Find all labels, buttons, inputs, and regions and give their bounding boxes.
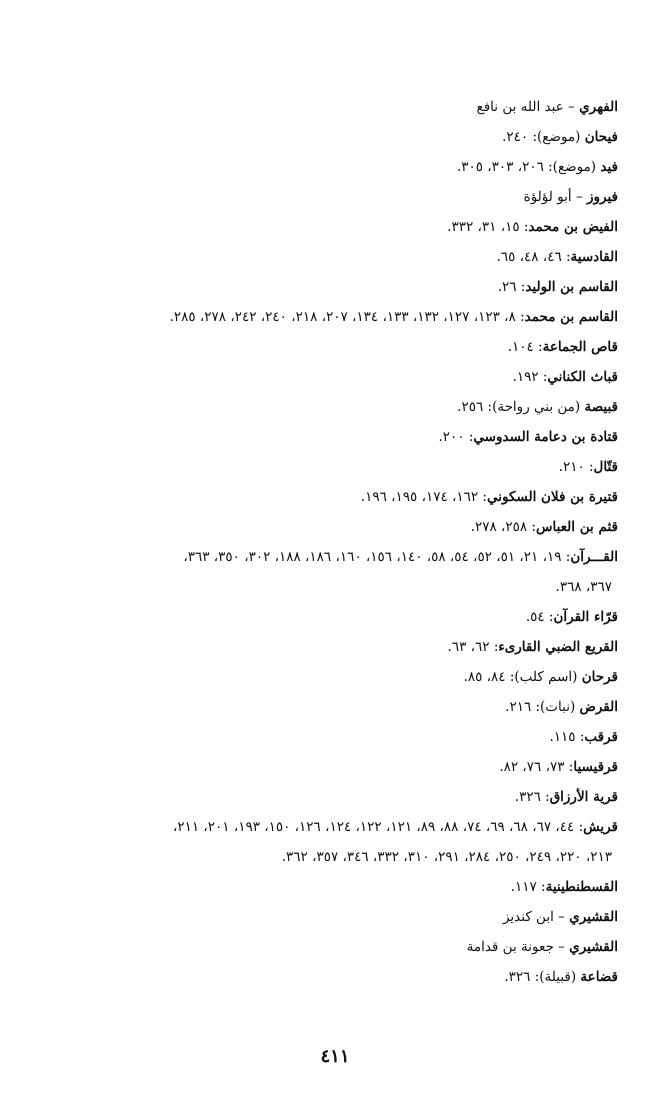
index-entry (70, 812, 618, 842)
entry-references: : ٤٦، ٤٨، ٦٥. (496, 249, 571, 265)
entry-heading: قرّاء القرآن (553, 609, 618, 625)
entry-references: (قبيلة): ٣٢٦. (504, 969, 581, 985)
index-entry (70, 932, 618, 962)
page-number: ٤١١ (320, 1046, 350, 1067)
index-entry (70, 902, 618, 932)
index-entry (70, 512, 618, 542)
index-entry (70, 92, 618, 122)
entry-heading: الفيض بن محمد (528, 219, 618, 235)
index-entry (70, 872, 618, 902)
index-entry (70, 482, 618, 512)
entry-references: : ٢٥٨، ٢٧٨. (470, 519, 536, 535)
index-entry (70, 362, 618, 392)
entry-references: (موضع): ٢٤٠. (502, 129, 585, 145)
index-entry (70, 692, 618, 722)
entry-references: (من بني رواحة): ٢٥٦. (457, 399, 585, 415)
entry-references: – ابن كنديز (502, 909, 570, 925)
index-entry (70, 242, 618, 272)
index-entries (70, 92, 618, 992)
entry-references: – جعونة بن قدامة (466, 939, 570, 955)
entry-references: : ١٦٢، ١٧٤، ١٩٥، ١٩٦. (360, 489, 487, 505)
entry-references: : ١١٧. (510, 879, 546, 895)
index-entry-continuation (70, 572, 618, 602)
entry-heading: قرية الأرزاق (549, 789, 618, 805)
entry-heading: القاسم بن محمد (524, 309, 618, 325)
index-entry (70, 662, 618, 692)
entry-references: : ٤٤، ٦٧، ٦٨، ٦٩، ٧٤، ٨٨، ٨٩، ١٢١، ١٢٢، ١٢٤، ١٢٦، ١٥٠، ١٩٣، ٢٠١، ٢١١، (173, 819, 584, 835)
index-entry (70, 122, 618, 152)
entry-references: : ٨، ١٢٣، ١٢٧، ١٣٢، ١٣٣، ١٣٤، ٢٠٧، ٢١٨، ٢٤٠، ٢٤٢، ٢٧٨، ٢٨٥. (169, 309, 525, 325)
entry-heading: قضاعة (580, 969, 618, 985)
entry-heading: القشيري (569, 909, 618, 925)
entry-heading: فيروز (586, 189, 618, 205)
entry-heading: قرقيسيا (573, 759, 618, 775)
entry-references: (نبات): ٢١٦. (505, 699, 580, 715)
index-entry (70, 962, 618, 992)
entry-references: : ٢١٠. (558, 459, 594, 475)
index-entry (70, 182, 618, 212)
entry-references: ٢١٣، ٢٢٠، ٢٤٩، ٢٥٠، ٢٨٤، ٢٩١، ٣١٠، ٣٣٢، ٣٤٦، ٣٥٧، ٣٦٢. (281, 849, 612, 865)
entry-references: (اسم كلب): ٨٤، ٨٥. (463, 669, 582, 685)
index-entry (70, 272, 618, 302)
index-entry (70, 782, 618, 812)
entry-heading: القسطنطينية (545, 879, 618, 895)
entry-references: : ٣٢٦. (514, 789, 550, 805)
entry-heading: قتّال (593, 459, 618, 475)
index-entry (70, 542, 618, 572)
entry-references: : ٦٢، ٦٣. (447, 639, 499, 655)
index-entry (70, 152, 618, 182)
entry-heading: فيحان (584, 129, 618, 145)
entry-heading: القشيري (569, 939, 618, 955)
entry-heading: القـــرآن (570, 549, 618, 565)
entry-heading: فيد (600, 159, 618, 175)
index-entry (70, 602, 618, 632)
index-entry (70, 392, 618, 422)
entry-references: (موضع): ٢٠٦، ٣٠٣، ٣٠٥. (456, 159, 601, 175)
entry-references: : ١٠٤. (507, 339, 543, 355)
entry-heading: قتادة بن دعامة السدوسي (473, 429, 618, 445)
entry-heading: قثم بن العباس (536, 519, 618, 535)
entry-references: : ٧٣، ٧٦، ٨٢. (499, 759, 574, 775)
index-entry (70, 332, 618, 362)
entry-heading: قتيرة بن فلان السكوني (486, 489, 618, 505)
entry-heading: قرقب (584, 729, 618, 745)
index-entry (70, 632, 618, 662)
entry-references: : ٢٠٠. (438, 429, 474, 445)
entry-heading: الفهري (579, 99, 618, 115)
entry-heading: قرحان (581, 669, 618, 685)
entry-heading: قبيصة (584, 399, 618, 415)
entry-references: : ١١٥. (549, 729, 585, 745)
entry-heading: القرض (579, 699, 618, 715)
index-entry (70, 212, 618, 242)
index-entry (70, 302, 618, 332)
entry-heading: قباث الكناني (547, 369, 618, 385)
entry-heading: القريع الضبي القارىء (498, 639, 618, 655)
entry-heading: قريش (583, 819, 618, 835)
index-entry-continuation (70, 842, 618, 872)
entry-references: : ٢٦. (497, 279, 526, 295)
entry-heading: قاص الجماعة (542, 339, 618, 355)
entry-references: ٣٦٧، ٣٦٨. (555, 579, 612, 595)
entry-references: : ١٩٢. (512, 369, 548, 385)
index-entry (70, 452, 618, 482)
entry-references: : ١٥، ٣١، ٣٣٢. (447, 219, 529, 235)
entry-heading: القادسية (570, 249, 618, 265)
entry-references: : ٥٤. (525, 609, 554, 625)
entry-heading: القاسم بن الوليد (525, 279, 618, 295)
index-entry (70, 752, 618, 782)
entry-references: – أبو لؤلؤة (523, 189, 587, 205)
index-entry (70, 422, 618, 452)
entry-references: – عبد الله بن نافع (476, 99, 580, 115)
entry-references: : ١٩، ٢١، ٥١، ٥٢، ٥٤، ٥٨، ١٤٠، ١٥٦، ١٦٠، ١٨٦، ١٨٨، ٣٠٢، ٣٥٠، ٣٦٣، (183, 549, 571, 565)
index-entry (70, 722, 618, 752)
